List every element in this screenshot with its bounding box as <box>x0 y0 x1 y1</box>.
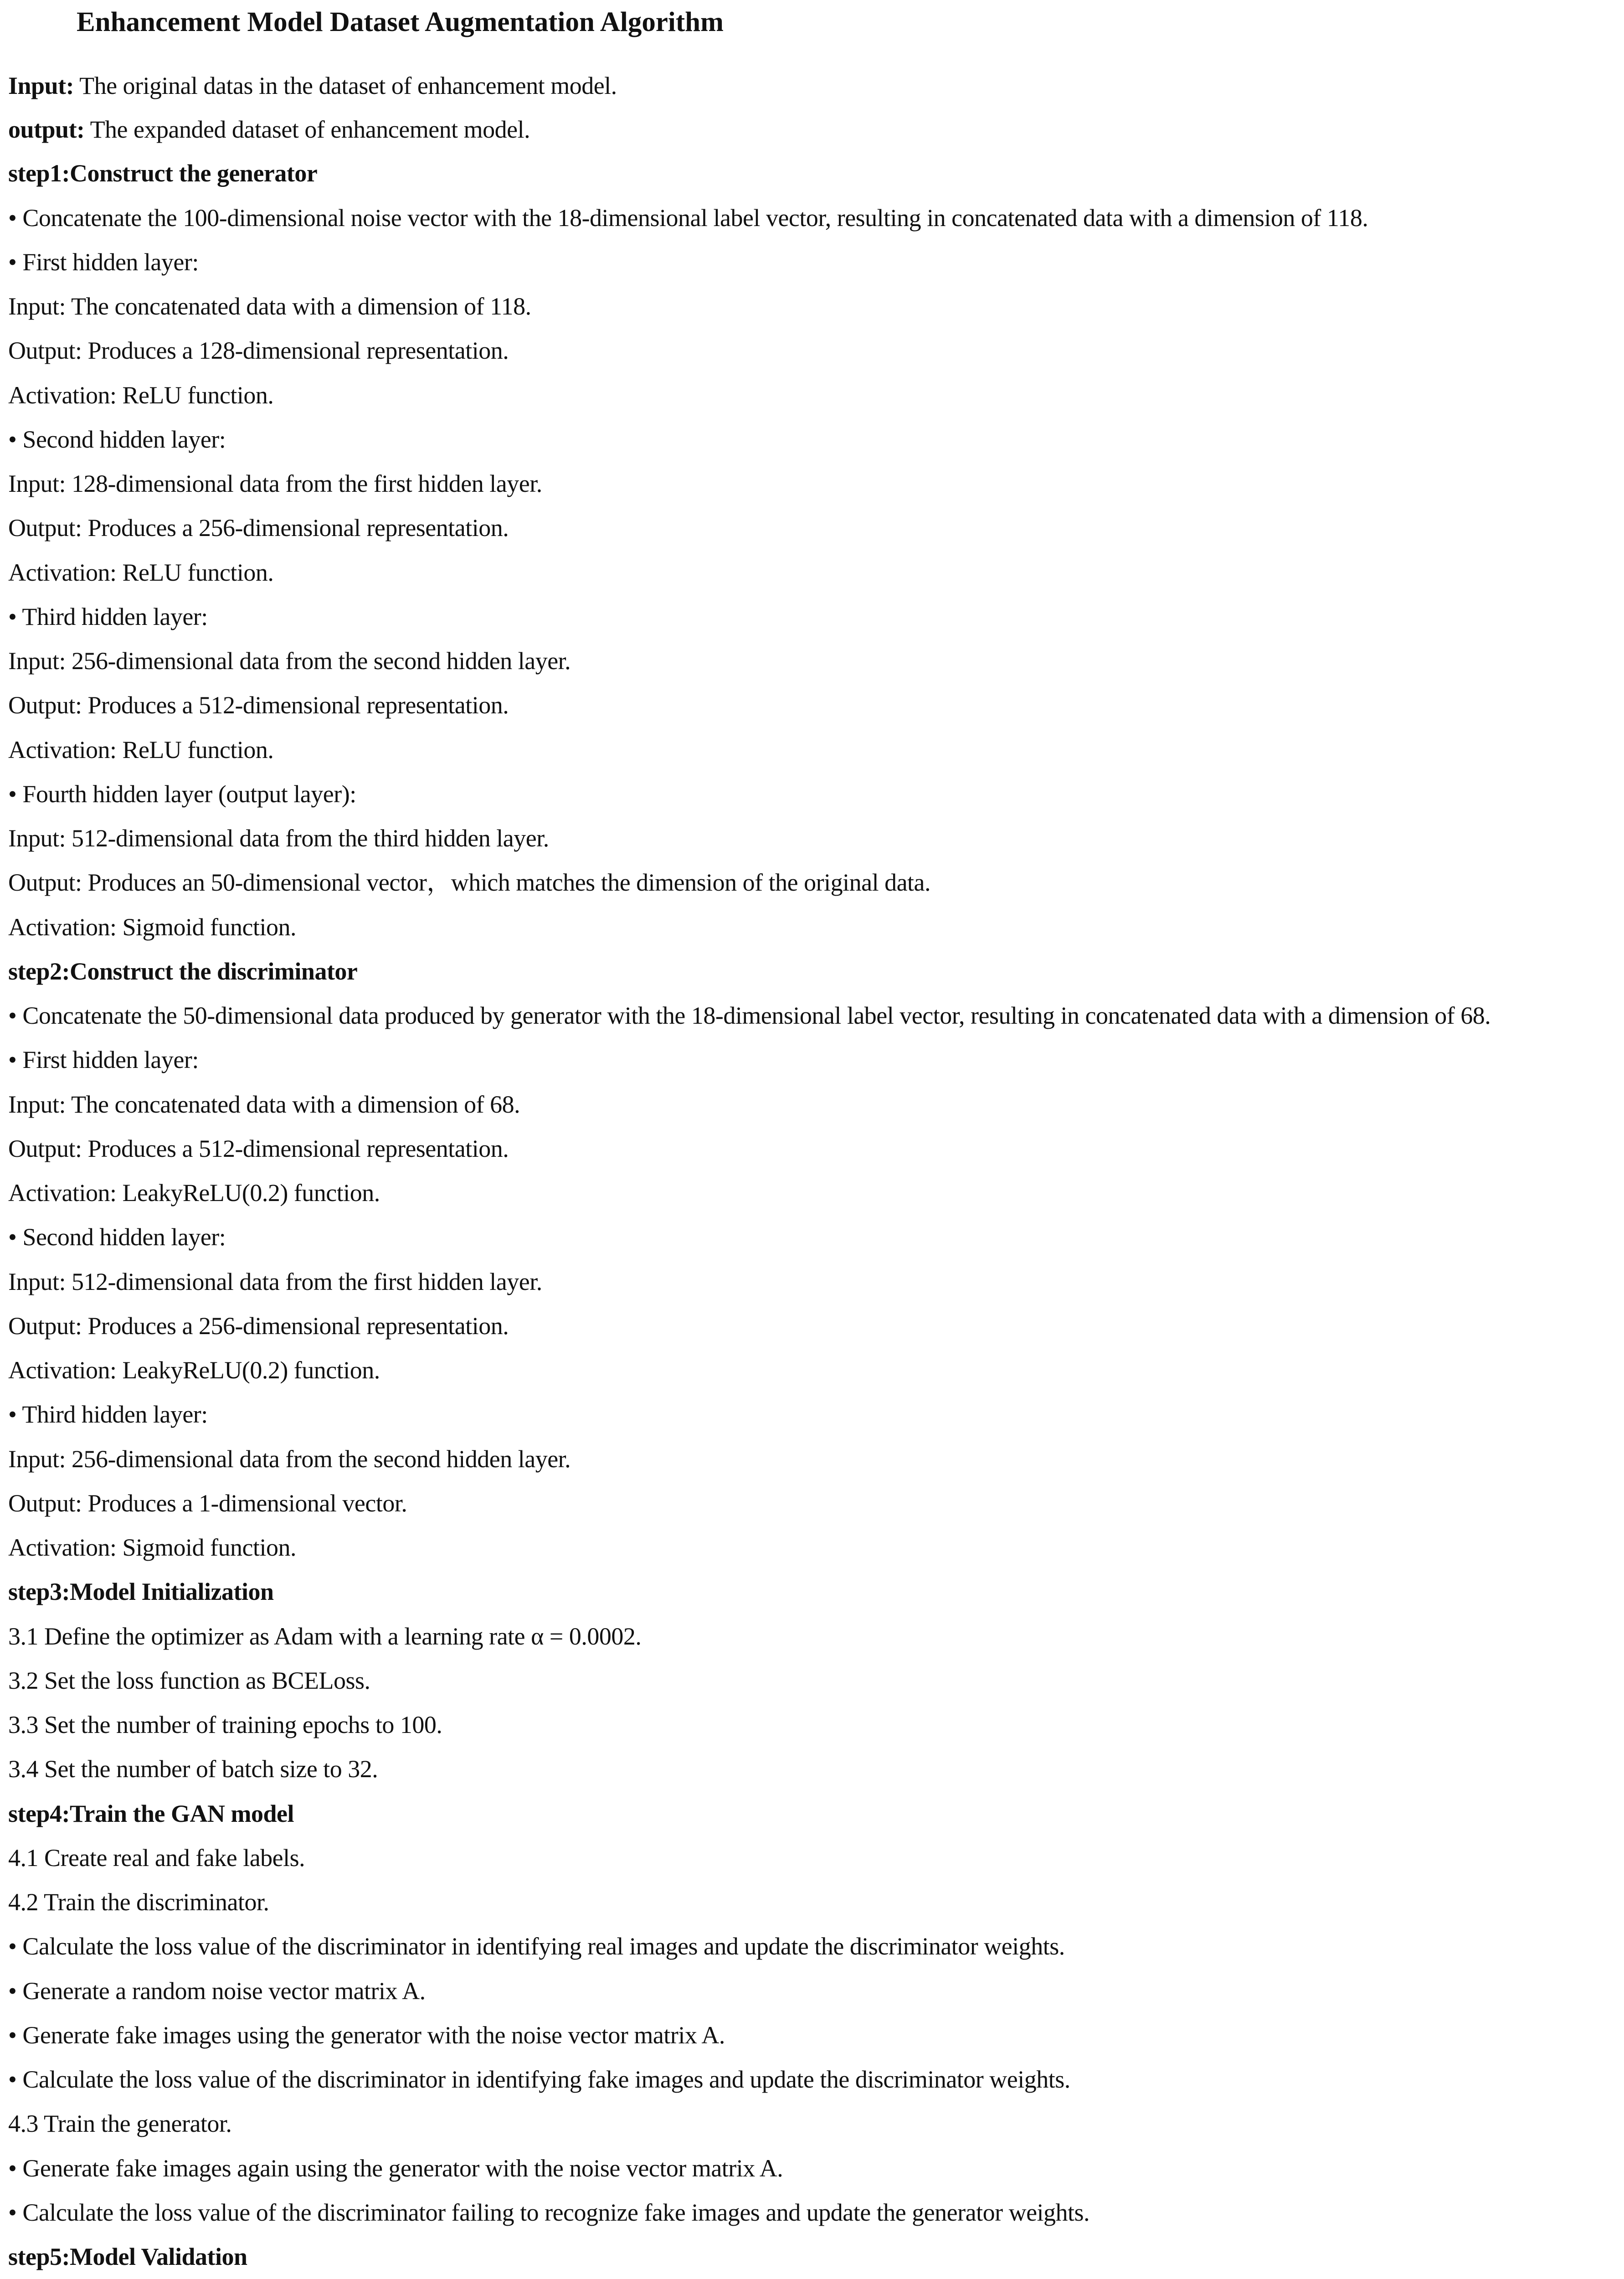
train-line: • Generate fake images using the generator with the noise vector matrix A. <box>8 2021 725 2049</box>
input-line <box>8 68 617 103</box>
discriminator-line: Activation: Sigmoid function. <box>8 1534 296 1561</box>
discriminator-line: Input: 256-dimensional data from the second hidden layer. <box>8 1445 571 1473</box>
output-label: output: <box>8 116 85 143</box>
input-label: Input: <box>8 72 74 99</box>
input-text: The original datas in the dataset of enhancement model. <box>74 72 617 99</box>
generator-line: Output: Produces a 128-dimensional representation. <box>8 337 509 364</box>
generator-line: Output: Produces a 512-dimensional representation. <box>8 691 509 719</box>
generator-line: • Third hidden layer: <box>8 603 208 630</box>
discriminator-line: Activation: LeakyReLU(0.2) function. <box>8 1179 380 1207</box>
generator-line: Input: 512-dimensional data from the third hidden layer. <box>8 825 549 852</box>
train-line: 4.2 Train the discriminator. <box>8 1888 269 1916</box>
discriminator-line: • Third hidden layer: <box>8 1401 208 1428</box>
output-text: The expanded dataset of enhancement model. <box>84 116 530 143</box>
discriminator-line: Input: The concatenated data with a dimension of 68. <box>8 1091 520 1118</box>
step4-heading: step4:Train the GAN model <box>8 1800 294 1827</box>
algorithm-title: Enhancement Model Dataset Augmentation Algorithm <box>77 7 724 37</box>
generator-line: Activation: ReLU function. <box>8 736 274 763</box>
step3-heading: step3:Model Initialization <box>8 1578 274 1605</box>
discriminator-line: Output: Produces a 256-dimensional representation. <box>8 1312 509 1340</box>
generator-line: Activation: ReLU function. <box>8 559 274 586</box>
output-line <box>8 112 530 147</box>
generator-line: • Fourth hidden layer (output layer): <box>8 780 356 808</box>
init-line: 3.4 Set the number of batch size to 32. <box>8 1755 378 1783</box>
generator-line: Activation: Sigmoid function. <box>8 913 296 941</box>
init-line: 3.1 Define the optimizer as Adam with a learning rate α = 0.0002. <box>8 1623 642 1650</box>
discriminator-line: Activation: LeakyReLU(0.2) function. <box>8 1356 380 1384</box>
train-line: • Calculate the loss value of the discriminator in identifying real images and update the discriminator weights. <box>8 1933 1065 1960</box>
discriminator-line: • First hidden layer: <box>8 1046 199 1073</box>
generator-line: • First hidden layer: <box>8 248 199 276</box>
step1-heading: step1:Construct the generator <box>8 160 318 187</box>
generator-line: Output: Produces a 256-dimensional representation. <box>8 514 509 541</box>
generator-line: Input: 128-dimensional data from the first hidden layer. <box>8 470 542 497</box>
train-line: 4.1 Create real and fake labels. <box>8 1844 305 1872</box>
train-line: 4.3 Train the generator. <box>8 2110 232 2137</box>
discriminator-line: • Concatenate the 50-dimensional data produced by generator with the 18-dimensional label vector, resulting in concatenated data with a dimension of 68. <box>8 1002 1491 1029</box>
discriminator-line: Output: Produces a 1-dimensional vector. <box>8 1490 407 1517</box>
train-line: • Calculate the loss value of the discriminator failing to recognize fake images and update the generator weights. <box>8 2199 1090 2226</box>
discriminator-line: Output: Produces a 512-dimensional representation. <box>8 1135 509 1162</box>
train-line: • Generate a random noise vector matrix A. <box>8 1977 426 2005</box>
init-line: 3.2 Set the loss function as BCELoss. <box>8 1667 370 1694</box>
generator-line: Input: 256-dimensional data from the second hidden layer. <box>8 647 571 675</box>
discriminator-line: Input: 512-dimensional data from the first hidden layer. <box>8 1268 542 1295</box>
train-line: • Calculate the loss value of the discriminator in identifying fake images and update the discriminator weights. <box>8 2066 1070 2093</box>
generator-line: Input: The concatenated data with a dimension of 118. <box>8 293 531 320</box>
discriminator-line: • Second hidden layer: <box>8 1223 226 1251</box>
init-line: 3.3 Set the number of training epochs to 100. <box>8 1711 442 1738</box>
train-line: • Generate fake images again using the generator with the noise vector matrix A. <box>8 2155 783 2182</box>
step5-heading: step5:Model Validation <box>8 2243 247 2270</box>
generator-line: • Second hidden layer: <box>8 426 226 453</box>
generator-line: Output: Produces an 50-dimensional vector，which matches the dimension of the original data. <box>8 869 931 896</box>
step2-heading: step2:Construct the discriminator <box>8 958 358 985</box>
generator-line: • Concatenate the 100-dimensional noise vector with the 18-dimensional label vector, resulting in concatenated data with a dimension of 118. <box>8 204 1368 232</box>
generator-line: Activation: ReLU function. <box>8 382 274 409</box>
